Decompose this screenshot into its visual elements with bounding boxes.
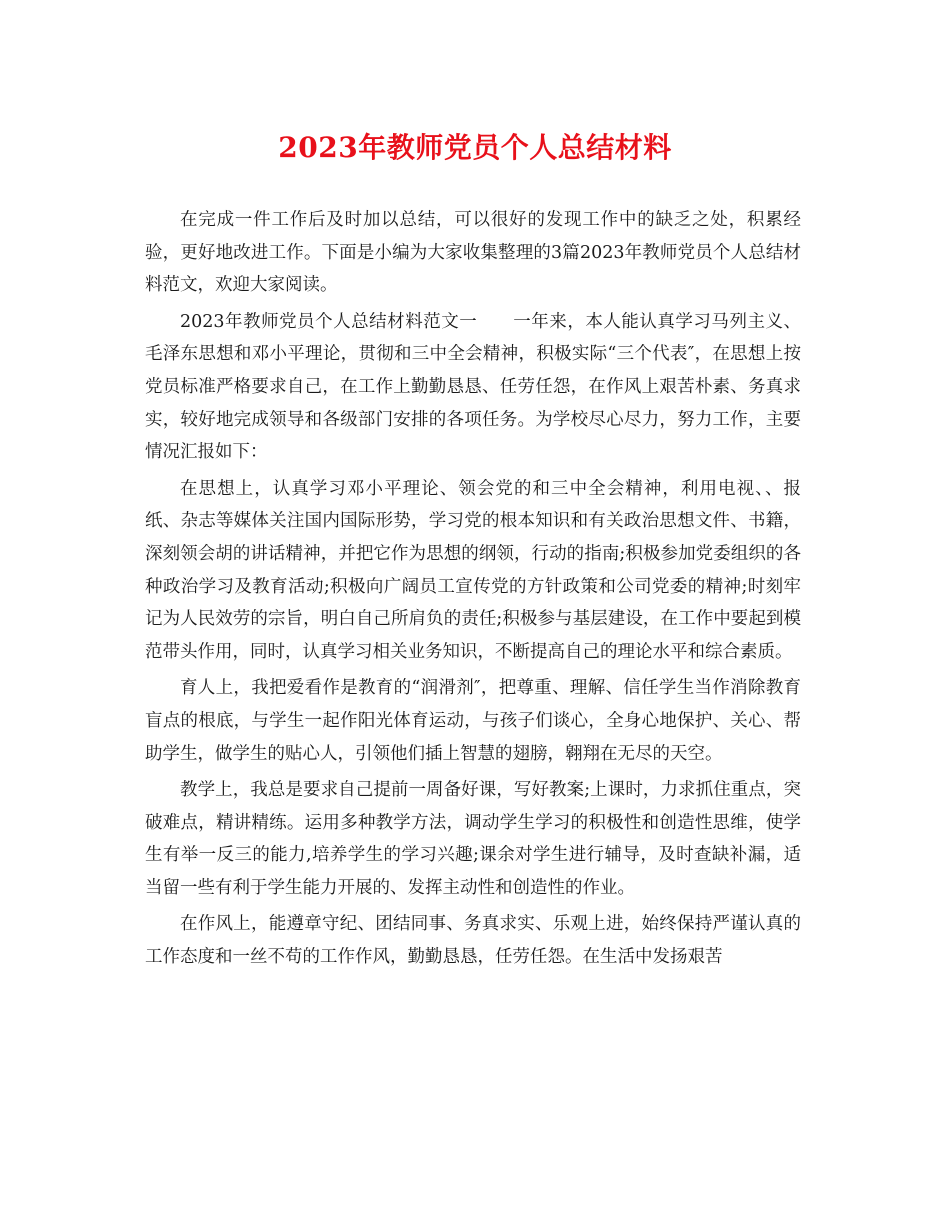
document-title: 2023年教师党员个人总结材料 bbox=[278, 131, 672, 164]
paragraph-thought: 在思想上，认真学习邓小平理论、领会党的和三中全会精神，利用电视、、报纸、杂志等媒体关注国内国际形势，学习党的根本知识和有关政治思想文件、书籍，深刻领会胡的讲话精神，并把它作为思想的纲领，行动的指南;积极参加党委组织的各种政治学习及教育活动;积极向广阔员工宣传党的方针政策和公司党委的精神;时刻牢记为人民效劳的宗旨，明白自己所肩负的责任;积极参与基层建设，在工作中要起到模范带头作用，同时，认真学习相关业务知识，不断提高自己的理论水平和综合素质。 bbox=[145, 478, 801, 662]
paragraph-teaching: 教学上，我总是要求自己提前一周备好课，写好教案;上课时，力求抓住重点，突破难点，精讲精练。运用多种教学方法，调动学生学习的积极性和创造性思维，使学生有举一反三的能力,培养学生的学习兴趣;课余对学生进行辅导，及时查缺补漏，适当留一些有利于学生能力开展的、发挥主动性和创造性的作业。 bbox=[145, 780, 801, 898]
paragraph-style: 在作风上，能遵章守纪、团结同事、务真求实、乐观上进，始终保持严谨认真的工作态度和一丝不苟的工作作风，勤勤恳恳，任劳任怨。在生活中发扬艰苦 bbox=[145, 914, 801, 968]
paragraph-intro: 在完成一件工作后及时加以总结，可以很好的发现工作中的缺乏之处，积累经验，更好地改进工作。下面是小编为大家收集整理的3篇2023年教师党员个人总结材料范文，欢迎大家阅读。 bbox=[145, 210, 801, 296]
paragraph-sample-one: 2023年教师党员个人总结材料范文一 一年来，本人能认真学习马列主义、毛泽东思想和邓小平理论，贯彻和三中全会精神，积极实际“三个代表″，在思想上按党员标准严格要求自己，在工作上勤勤恳恳、任劳任怨，在作风上艰苦朴素、务真求实，较好地完成领导和各级部门安排的各项任务。为学校尽心尽力，努力工作，主要情况汇报如下： bbox=[145, 311, 801, 463]
document-body bbox=[145, 204, 801, 978]
paragraph-education: 育人上，我把爱看作是教育的“润滑剂″，把尊重、理解、信任学生当作消除教育盲点的根底，与学生一起作阳光体育运动，与孩子们谈心，全身心地保护、关心、帮助学生，做学生的贴心人，引领他们插上智慧的翅膀，翱翔在无尽的天空。 bbox=[145, 678, 801, 764]
